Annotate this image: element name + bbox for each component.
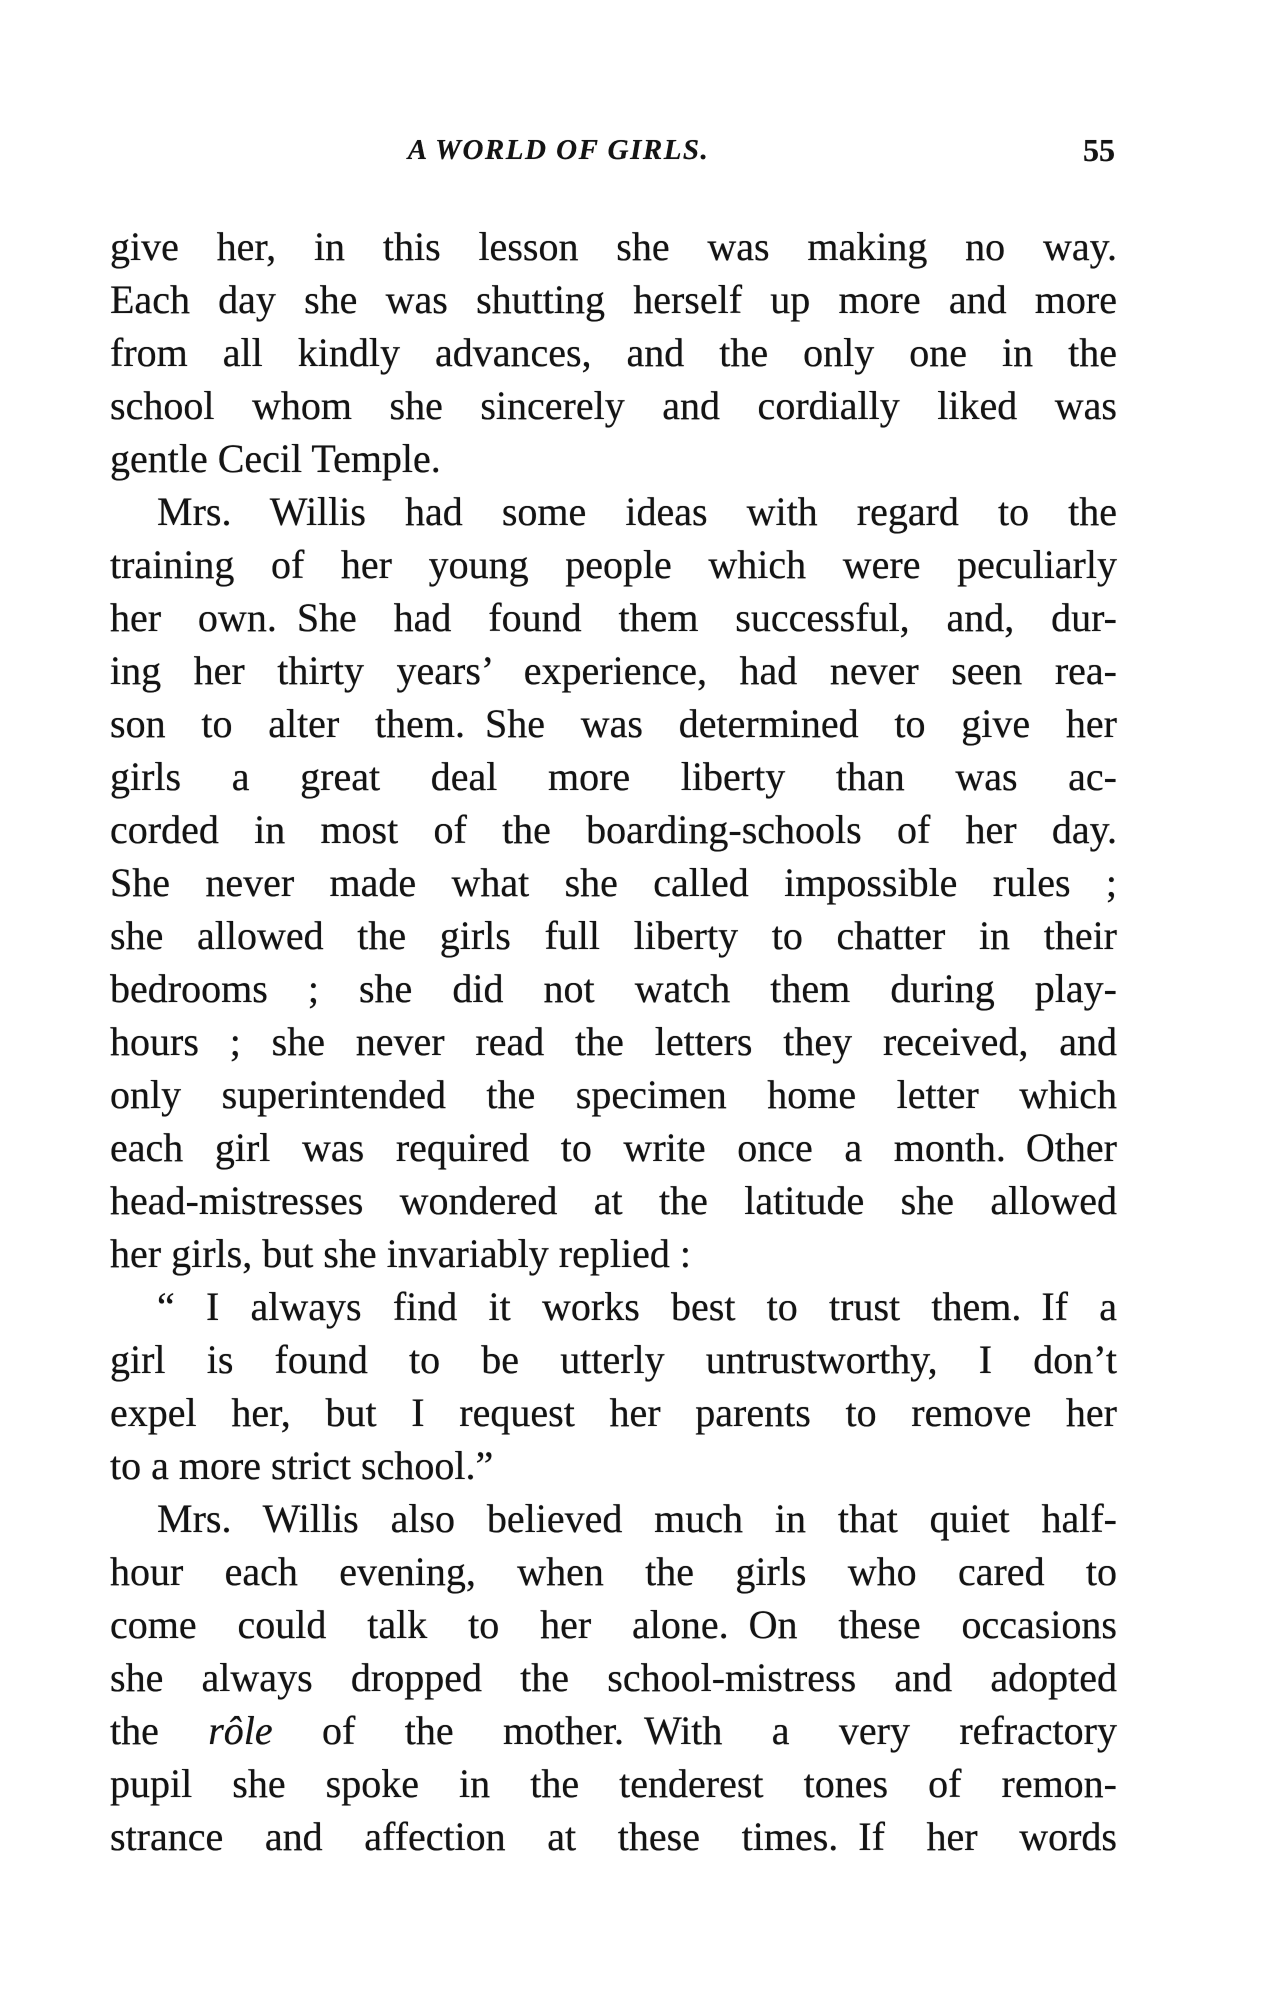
- text-line: Mrs. Willis had some ideas with regard to the: [157, 489, 1117, 534]
- text-line: “ I always find it works best to trust them. If a: [157, 1284, 1117, 1329]
- running-title: A WORLD OF GIRLS.: [407, 134, 710, 166]
- page-body: [110, 220, 1117, 1863]
- text-line: give her, in this lesson she was making no way.: [110, 224, 1117, 269]
- text-segment: of the mother. With a very refractory: [272, 1708, 1117, 1753]
- text-line: from all kindly advances, and the only one in the: [110, 330, 1117, 375]
- italic-word: rôle: [208, 1708, 273, 1753]
- page-header: [110, 134, 1117, 180]
- text-segment: the: [110, 1708, 209, 1753]
- text-line: she allowed the girls full liberty to chatter in their: [110, 913, 1117, 958]
- text-line: girl is found to be utterly untrustworthy, I don’t: [110, 1337, 1117, 1382]
- text-line: girls a great deal more liberty than was ac-: [110, 754, 1117, 799]
- text-line: to a more strict school.”: [110, 1443, 494, 1488]
- text-line: corded in most of the boarding-schools of her day.: [110, 807, 1117, 852]
- text-line: pupil she spoke in the tenderest tones of remon-: [110, 1761, 1117, 1806]
- text-line: strance and affection at these times. If her words: [110, 1814, 1117, 1859]
- text-line: hours ; she never read the letters they received, and: [110, 1019, 1117, 1064]
- text-line: [110, 1704, 1117, 1757]
- text-line: Each day she was shutting herself up more and more: [110, 277, 1117, 322]
- text-line: her girls, but she invariably replied :: [110, 1231, 691, 1276]
- text-line: gentle Cecil Temple.: [110, 436, 441, 481]
- text-line: she always dropped the school-mistress and adopted: [110, 1655, 1117, 1700]
- text-line: ing her thirty years’ experience, had never seen rea-: [110, 648, 1117, 693]
- text-line: come could talk to her alone. On these occasions: [110, 1602, 1117, 1647]
- page-number: 55: [1083, 132, 1115, 168]
- text-line: hour each evening, when the girls who cared to: [110, 1549, 1117, 1594]
- text-line: only superintended the specimen home letter which: [110, 1072, 1117, 1117]
- text-line: her own. She had found them successful, and, dur-: [110, 595, 1117, 640]
- text-line: bedrooms ; she did not watch them during play-: [110, 966, 1117, 1011]
- text-line: head-mistresses wondered at the latitude she allowed: [110, 1178, 1117, 1223]
- text-line: school whom she sincerely and cordially liked was: [110, 383, 1117, 428]
- text-line: expel her, but I request her parents to remove her: [110, 1390, 1117, 1435]
- text-line: training of her young people which were peculiarly: [110, 542, 1117, 587]
- text-line: Mrs. Willis also believed much in that quiet half-: [157, 1496, 1117, 1541]
- text-line: She never made what she called impossible rules ;: [110, 860, 1117, 905]
- text-line: son to alter them. She was determined to give her: [110, 701, 1117, 746]
- text-line: each girl was required to write once a month. Other: [110, 1125, 1117, 1170]
